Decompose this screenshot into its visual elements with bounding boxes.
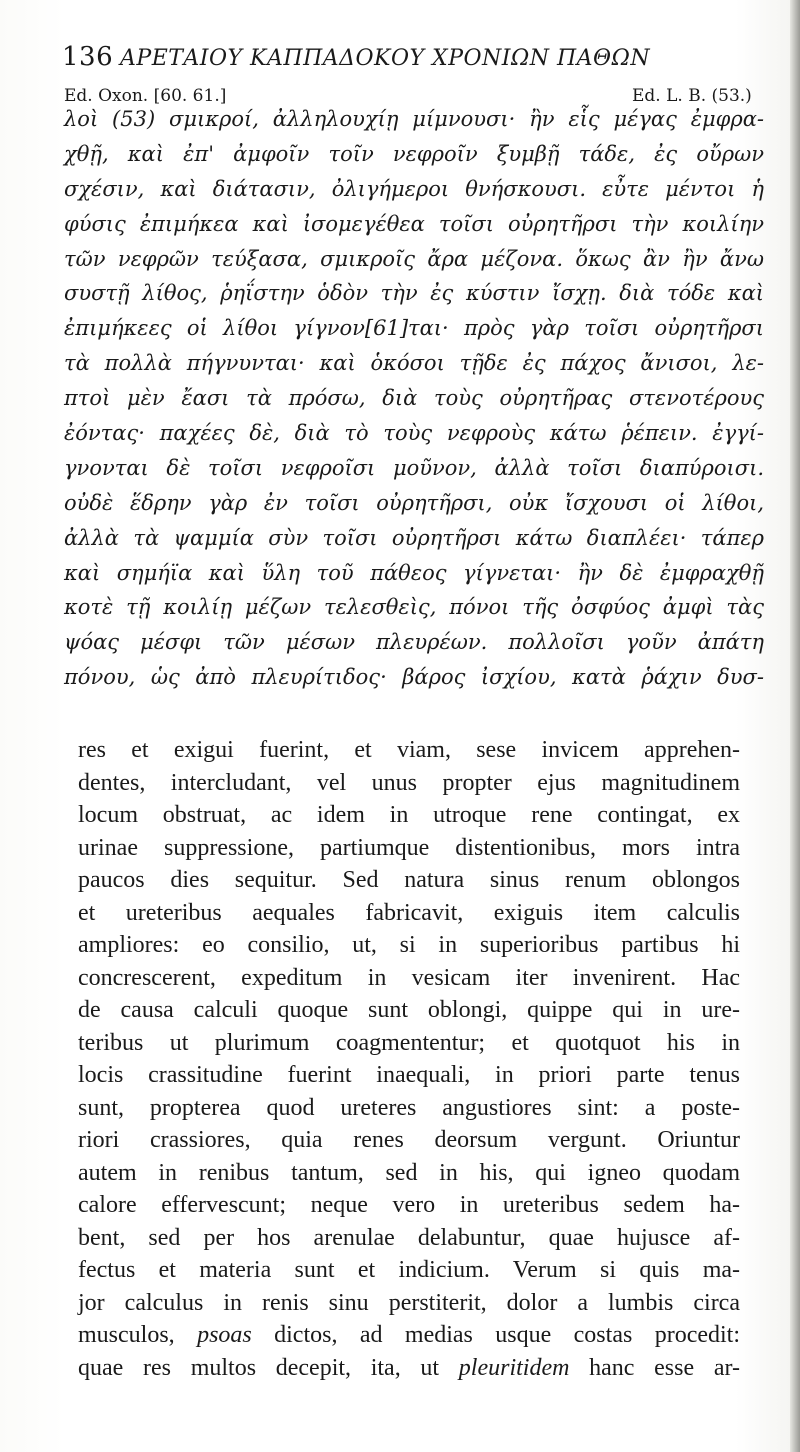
latin-line bbox=[78, 1352, 740, 1385]
greek-line: καὶ σημήϊα καὶ ὕλη τοῦ πάθεος γίγνεται· ἢν δὲ ἐμφραχθῇ bbox=[64, 560, 764, 585]
latin-text: hanc esse ar- bbox=[569, 1354, 740, 1381]
greek-line: πτοὶ μὲν ἔασι τὰ πρόσω, διὰ τοὺς οὐρητῆρας στενοτέρους bbox=[64, 386, 764, 411]
latin-text: quae res multos decepit, ita, ut bbox=[78, 1354, 459, 1381]
greek-line: λοὶ (53) σμικροί, ἀλληλουχίῃ μίμνουσι· ἢν εἷς μέγας ἐμφρα- bbox=[64, 107, 764, 131]
greek-line: τῶν νεφρῶν τεύξασα, σμικροῖς ἄρα μέζονα. ὅκως ἂν ἢν ἄνω bbox=[64, 246, 764, 271]
greek-line: γνονται δὲ τοῖσι νεφροῖσι μοῦνον, ἀλλὰ τοῖσι διαπύροισι. bbox=[64, 455, 764, 480]
greek-line: ἐπιμήκεες οἱ λίθοι γίγνον[61]ται· πρὸς γὰρ τοῖσι οὐρητῆρσι bbox=[64, 316, 764, 341]
latin-line: dentes, intercludant, vel unus propter ejus magnitudinem bbox=[78, 769, 740, 796]
edition-reference-leiden: Ed. L. B. (53.) bbox=[632, 86, 752, 106]
latin-line: bent, sed per hos arenulae delabuntur, quae hujusce af- bbox=[78, 1224, 740, 1251]
latin-line: teribus ut plurimum coagmententur; et quotquot his in bbox=[78, 1029, 740, 1056]
latin-line: urinae suppressione, partiumque distentionibus, mors intra bbox=[78, 834, 740, 861]
latin-line: jor calculus in renis sinu perstiterit, dolor a lumbis circa bbox=[78, 1289, 740, 1316]
latin-italic-term: psoas bbox=[197, 1322, 252, 1348]
latin-line: locis crassitudine fuerint inaequali, in priori parte tenus bbox=[78, 1062, 740, 1088]
latin-line: ampliores: eo consilio, ut, si in superioribus partibus hi bbox=[78, 932, 740, 958]
latin-line: locum obstruat, ac idem in utroque rene contingat, ex bbox=[78, 802, 740, 828]
latin-line: calore effervescunt; neque vero in ureteribus sedem ha- bbox=[78, 1192, 740, 1218]
greek-line: οὐδὲ ἕδρην γὰρ ἐν τοῖσι οὐρητῆρσι, οὐκ ἴσχουσι οἱ λίθοι, bbox=[64, 490, 764, 515]
latin-translation-block bbox=[78, 734, 740, 1384]
greek-line: φύσις ἐπιμήκεα καὶ ἰσομεγέθεα τοῖσι οὐρητῆρσι τὴν κοιλίην bbox=[64, 211, 764, 236]
greek-line: σχέσιν, καὶ διάτασιν, ὀλιγήμεροι θνήσκουσι. εὖτε μέντοι ἡ bbox=[64, 176, 764, 201]
greek-line: ψόας μέσφι τῶν μέσων πλευρέων. πολλοῖσι γοῦν ἀπάτη bbox=[64, 630, 764, 655]
latin-line: concrescerent, expeditum in vesicam iter invenirent. Hac bbox=[78, 964, 740, 991]
latin-text: dictos, ad medias usque costas procedit: bbox=[251, 1322, 740, 1348]
page-edge-shadow bbox=[790, 0, 800, 1452]
latin-text: musculos, bbox=[78, 1322, 198, 1348]
latin-line: res et exigui fuerint, et viam, sese invicem apprehen- bbox=[78, 737, 740, 763]
running-title: ΑΡΕΤΑΙΟΥ ΚΑΠΠΑΔΟΚΟΥ ΧΡΟΝΙΩΝ ΠΑΘΩΝ bbox=[120, 46, 651, 71]
latin-line: autem in renibus tantum, sed in his, qui igneo quodam bbox=[78, 1159, 740, 1186]
latin-line: sunt, propterea quod ureteres angustiores sint: a poste- bbox=[78, 1094, 740, 1121]
latin-italic-term: pleuritidem bbox=[458, 1354, 570, 1381]
greek-line: κοτὲ τῇ κοιλίῃ μέζων τελεσθεὶς, πόνοι τῆς ὀσφύος ἀμφὶ τὰς bbox=[64, 595, 764, 620]
greek-line: τὰ πολλὰ πήγνυνται· καὶ ὁκόσοι τῇδε ἐς πάχος ἄνισοι, λε- bbox=[64, 351, 764, 376]
greek-text-block bbox=[64, 102, 764, 695]
latin-line: riori crassiores, quia renes deorsum vergunt. Oriuntur bbox=[78, 1127, 740, 1153]
latin-line bbox=[78, 1319, 740, 1352]
greek-line: χθῇ, καὶ ἐπ' ἀμφοῖν τοῖν νεφροῖν ξυμβῇ τάδε, ἐς οὔρων bbox=[64, 141, 764, 166]
greek-line: συστῇ λίθος, ῥηΐστην ὁδὸν τὴν ἐς κύστιν ἴσχῃ. διὰ τόδε καὶ bbox=[64, 281, 764, 306]
greek-line: πόνου, ὡς ἀπὸ πλευρίτιδος· βάρος ἰσχίου, κατὰ ῥάχιν δυσ- bbox=[64, 665, 764, 690]
greek-line: ἐόντας· παχέες δὲ, διὰ τὸ τοὺς νεφροὺς κάτω ῥέπειν. ἐγγί- bbox=[64, 421, 764, 446]
page-number: 136 bbox=[62, 42, 114, 72]
latin-line: paucos dies sequitur. Sed natura sinus renum oblongos bbox=[78, 867, 740, 893]
latin-line: fectus et materia sunt et indicium. Verum si quis ma- bbox=[78, 1257, 740, 1283]
latin-line: de causa calculi quoque sunt oblongi, quippe qui in ure- bbox=[78, 997, 740, 1023]
greek-line: ἀλλὰ τὰ ψαμμία σὺν τοῖσι οὐρητῆρσι κάτω διαπλέει· τάπερ bbox=[64, 525, 764, 550]
latin-line: et ureteribus aequales fabricavit, exiguis item calculis bbox=[78, 899, 740, 926]
edition-reference-oxford: Ed. Oxon. [60. 61.] bbox=[64, 86, 227, 106]
running-header bbox=[62, 40, 762, 78]
